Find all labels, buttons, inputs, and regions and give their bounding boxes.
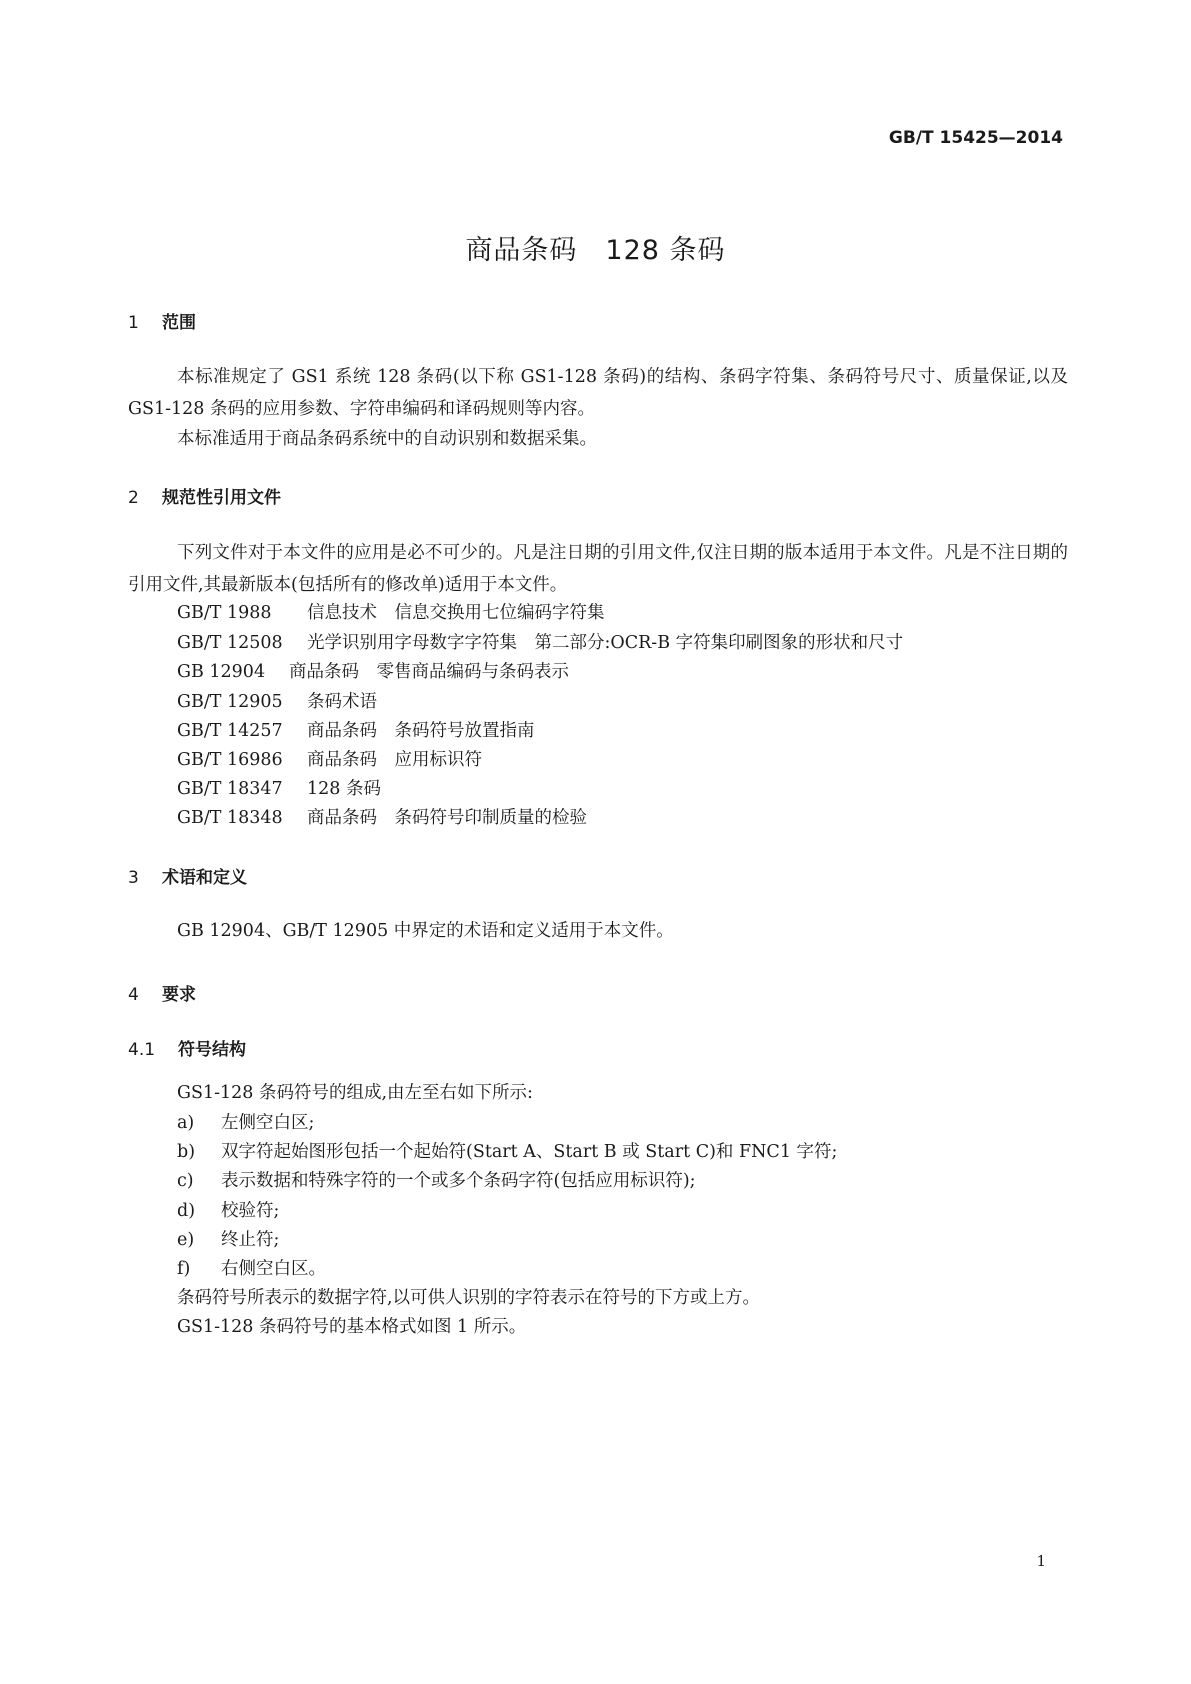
reference-title: 商品条码 条码符号放置指南 xyxy=(307,721,535,741)
section-3-paragraph: GB 12904、GB/T 12905 中界定的术语和定义适用于本文件。 xyxy=(177,921,674,941)
list-text: 右侧空白区。 xyxy=(221,1259,326,1279)
section-3-heading xyxy=(128,863,247,888)
reference-code: GB/T 16986 xyxy=(177,750,283,770)
reference-item xyxy=(177,746,482,771)
list-marker: e) xyxy=(177,1230,195,1250)
section-4-1-note: 条码符号所表示的数据字符,以可供人识别的字符表示在符号的下方或上方。 xyxy=(177,1288,761,1308)
list-item xyxy=(177,1197,279,1222)
list-text: 双字符起始图形包括一个起始符(Start A、Start B 或 Start C)和 FNC1 字符; xyxy=(221,1142,838,1162)
section-title: 要求 xyxy=(162,985,196,1005)
section-4-1-heading xyxy=(128,1035,246,1060)
section-number: 1 xyxy=(128,313,139,333)
reference-item xyxy=(177,717,535,742)
reference-code: GB/T 12905 xyxy=(177,692,283,712)
list-marker: a) xyxy=(177,1113,195,1133)
list-text: 终止符; xyxy=(221,1230,280,1250)
section-4-1-figure-ref: GS1-128 条码符号的基本格式如图 1 所示。 xyxy=(177,1317,527,1337)
section-number: 4.1 xyxy=(128,1040,156,1060)
reference-code: GB/T 18347 xyxy=(177,779,283,799)
reference-title: 商品条码 条码符号印制质量的检验 xyxy=(307,808,587,828)
reference-title: 商品条码 零售商品编码与条码表示 xyxy=(289,662,569,682)
reference-title: 信息技术 信息交换用七位编码字符集 xyxy=(307,603,605,623)
reference-item xyxy=(177,804,587,829)
reference-code: GB/T 18348 xyxy=(177,808,283,828)
reference-title: 商品条码 应用标识符 xyxy=(307,750,482,770)
reference-code: GB/T 12508 xyxy=(177,633,283,653)
reference-item xyxy=(177,629,903,654)
reference-item xyxy=(177,775,381,800)
section-title: 范围 xyxy=(162,313,196,333)
reference-code: GB/T 1988 xyxy=(177,603,272,623)
reference-code: GB 12904 xyxy=(177,662,266,682)
reference-item xyxy=(177,688,377,713)
list-text: 校验符; xyxy=(221,1201,280,1221)
section-number: 4 xyxy=(128,985,139,1005)
list-marker: f) xyxy=(177,1259,191,1279)
section-title: 术语和定义 xyxy=(162,868,247,888)
list-item xyxy=(177,1167,696,1192)
list-marker: b) xyxy=(177,1142,196,1162)
section-title: 规范性引用文件 xyxy=(162,488,281,508)
list-text: 左侧空白区; xyxy=(221,1113,315,1133)
list-item xyxy=(177,1226,279,1251)
document-title: 商品条码 128 条码 xyxy=(465,235,726,266)
section-4-1-intro: GS1-128 条码符号的组成,由左至右如下所示: xyxy=(177,1083,533,1103)
reference-item xyxy=(177,599,605,624)
section-1-paragraph-2: 本标准适用于商品条码系统中的自动识别和数据采集。 xyxy=(177,429,597,449)
list-marker: d) xyxy=(177,1201,196,1221)
list-text: 表示数据和特殊字符的一个或多个条码字符(包括应用标识符); xyxy=(221,1171,696,1191)
section-2-intro: 下列文件对于本文件的应用是必不可少的。凡是注日期的引用文件,仅注日期的版本适用于本文件。凡是不注日期的引用文件,其最新版本(包括所有的修改单)适用于本文件。 xyxy=(128,543,1068,595)
section-1-paragraph-1: 本标准规定了 GS1 系统 128 条码(以下称 GS1-128 条码)的结构、条码字符集、条码符号尺寸、质量保证,以及 GS1-128 条码的应用参数、字符串编码和译码规则等内容。 xyxy=(128,367,1068,419)
list-item xyxy=(177,1109,314,1134)
list-item xyxy=(177,1255,326,1280)
reference-title: 条码术语 xyxy=(307,692,377,712)
reference-title: 128 条码 xyxy=(307,779,381,799)
section-title: 符号结构 xyxy=(178,1040,246,1060)
list-marker: c) xyxy=(177,1171,194,1191)
reference-title: 光学识别用字母数字字符集 第二部分:OCR-B 字符集印刷图象的形状和尺寸 xyxy=(307,633,904,653)
reference-code: GB/T 14257 xyxy=(177,721,283,741)
reference-item xyxy=(177,658,569,683)
section-number: 3 xyxy=(128,868,139,888)
section-2-heading xyxy=(128,483,281,508)
document-code: GB/T 15425—2014 xyxy=(888,128,1063,148)
page-number: 1 xyxy=(1036,1552,1046,1570)
section-number: 2 xyxy=(128,488,139,508)
section-4-heading xyxy=(128,980,196,1005)
section-1-heading xyxy=(128,308,196,333)
list-item xyxy=(177,1138,837,1163)
